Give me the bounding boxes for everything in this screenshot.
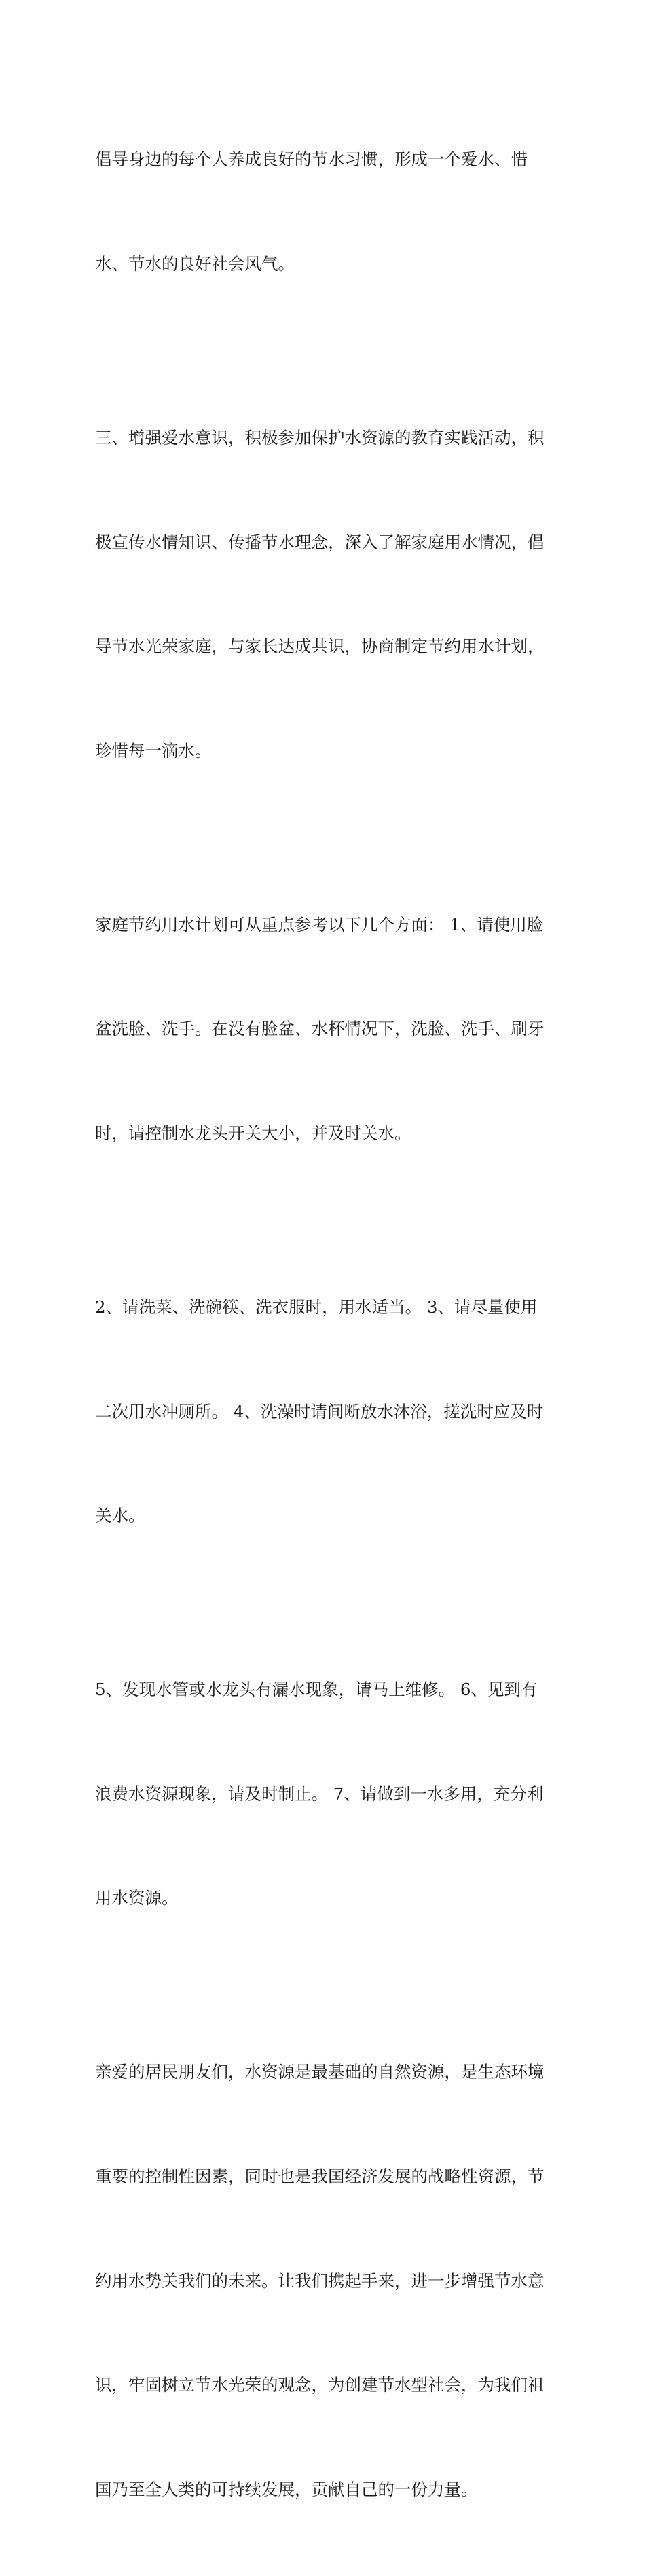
paragraph-line: 珍惜每一滴水。 <box>95 740 212 761</box>
paragraph-line: 极宣传水情知识、传播节水理念，深入了解家庭用水情况，倡 <box>95 532 545 552</box>
paragraph-items-2-4 <box>95 1220 557 1603</box>
paragraph-line: 浪费水资源现象，请及时制止。 7、请做到一水多用，充分利 <box>95 1783 544 1804</box>
paragraph-line: 国乃至全人类的可持续发展，贡献自己的一份力量。 <box>95 2479 478 2499</box>
paragraph-line: 关水。 <box>95 1506 145 1526</box>
paragraph-line: 盆洗脸、洗手。在没有脸盆、水杯情况下，洗脸、洗手、刷牙 <box>95 1019 545 1039</box>
paragraph-line: 家庭节约用水计划可从重点参考以下几个方面： 1、请使用脸 <box>95 914 544 935</box>
paragraph-section-three <box>95 351 557 838</box>
paragraph-water-saving-habits <box>95 73 557 351</box>
paragraph-line: 约用水势关我们的未来。让我们携起手来，进一步增强节水意 <box>95 2270 545 2291</box>
paragraph-line: 2、请洗菜、洗碗筷、洗衣服时，用水适当。 3、请尽量使用 <box>95 1296 538 1317</box>
paragraph-line: 三、增强爱水意识，积极参加保护水资源的教育实践活动，积 <box>95 428 545 448</box>
paragraph-line: 5、发现水管或水龙头有漏水现象，请马上维修。 6、见到有 <box>95 1680 538 1700</box>
paragraph-line: 用水资源。 <box>95 1888 179 1908</box>
paragraph-line: 二次用水冲厕所。 4、洗澡时请间断放水沐浴，搓洗时应及时 <box>95 1401 544 1421</box>
paragraph-items-5-7 <box>95 1603 557 1985</box>
document-body <box>95 73 557 2576</box>
paragraph-closing-appeal <box>95 1985 557 2576</box>
paragraph-line: 导节水光荣家庭，与家长达成共识，协商制定节约用水计划， <box>95 636 545 657</box>
paragraph-line: 亲爱的居民朋友们，水资源是最基础的自然资源，是生态环境 <box>95 2062 545 2082</box>
paragraph-line: 水、节水的良好社会风气。 <box>95 254 295 274</box>
paragraph-household-plan <box>95 837 557 1220</box>
paragraph-line: 倡导身边的每个人养成良好的节水习惯，形成一个爱水、惜 <box>95 149 528 170</box>
paragraph-line: 时，请控制水龙头开关大小，并及时关水。 <box>95 1123 411 1143</box>
paragraph-line: 识，牢固树立节水光荣的观念，为创建节水型社会，为我们祖 <box>95 2375 545 2395</box>
paragraph-line: 重要的控制性因素，同时也是我国经济发展的战略性资源，节 <box>95 2166 545 2186</box>
